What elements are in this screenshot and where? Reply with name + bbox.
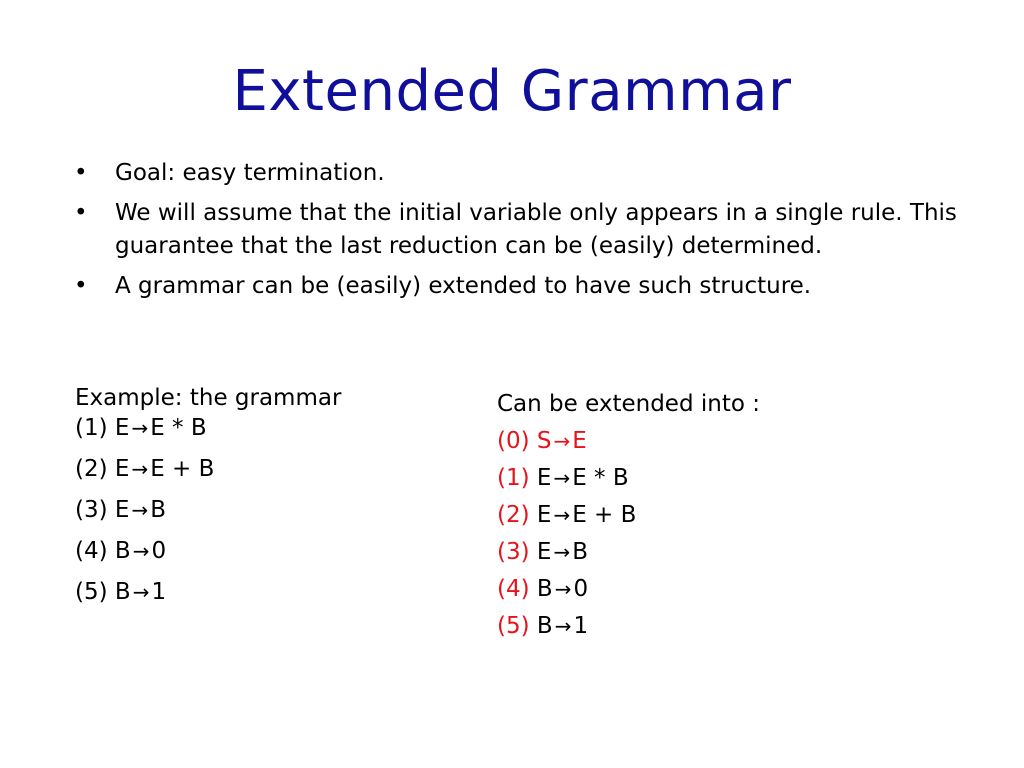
grammar-rule xyxy=(497,571,917,608)
rule-number: (5) xyxy=(497,613,530,639)
arrow-icon: → xyxy=(554,614,572,638)
rule-rhs: E + B xyxy=(150,456,215,482)
arrow-icon: → xyxy=(131,498,149,522)
rule-lhs: E xyxy=(536,502,552,528)
arrow-icon: → xyxy=(131,416,149,440)
rule-number: (1) xyxy=(75,415,108,441)
slide-title: Extended Grammar xyxy=(232,59,792,124)
grammar-rule xyxy=(497,534,917,571)
rule-lhs: B xyxy=(536,613,553,639)
rule-lhs: E xyxy=(536,539,552,565)
rule-rhs: B xyxy=(572,539,588,565)
rule-rhs: E * B xyxy=(572,465,629,491)
arrow-icon: → xyxy=(131,457,149,481)
example-intro: Example: the grammar xyxy=(75,385,342,411)
extended-intro: Can be extended into : xyxy=(497,391,760,417)
rule-number: (4) xyxy=(75,538,108,564)
rule-number: (4) xyxy=(497,576,530,602)
bullet-item xyxy=(72,197,972,263)
rule-number: (3) xyxy=(497,539,530,565)
grammar-rule xyxy=(497,497,917,534)
grammar-rule-new xyxy=(497,423,917,460)
bullet-list xyxy=(72,157,972,310)
rule-rhs: E xyxy=(572,428,587,454)
rule-number: (1) xyxy=(497,465,530,491)
arrow-icon: → xyxy=(132,539,150,563)
rule-lhs: E xyxy=(536,465,552,491)
grammar-rule xyxy=(497,460,917,497)
bullet-text: A grammar can be (easily) extended to have such structure. xyxy=(115,273,812,299)
original-grammar xyxy=(75,383,455,613)
rule-lhs: S xyxy=(536,428,552,454)
arrow-icon: → xyxy=(554,577,572,601)
rule-rhs: 1 xyxy=(151,579,167,605)
rule-number: (5) xyxy=(75,579,108,605)
rule-number: (2) xyxy=(497,502,530,528)
rule-rhs: 0 xyxy=(573,576,589,602)
rule-lhs: E xyxy=(114,415,130,441)
extended-grammar xyxy=(497,387,917,645)
arrow-icon: → xyxy=(553,429,571,453)
rule-rhs: 1 xyxy=(573,613,589,639)
bullet-marker: • xyxy=(74,273,88,299)
bullet-item xyxy=(72,157,972,190)
grammar-rule xyxy=(497,608,917,645)
rule-lhs: E xyxy=(114,456,130,482)
rule-rhs: E * B xyxy=(150,415,207,441)
rule-lhs: B xyxy=(114,538,131,564)
grammar-rule xyxy=(75,531,455,572)
grammar-rule xyxy=(75,490,455,531)
bullet-text: Goal: easy termination. xyxy=(115,160,385,186)
rule-number: (0) xyxy=(497,428,530,454)
arrow-icon: → xyxy=(553,540,571,564)
rule-lhs: B xyxy=(536,576,553,602)
grammar-rule xyxy=(75,449,455,490)
grammar-rule xyxy=(75,572,455,613)
bullet-text: We will assume that the initial variable only appears in a single rule. This guarantee that the last reduction can be (easily) determined. xyxy=(115,200,957,259)
arrow-icon: → xyxy=(553,466,571,490)
grammar-rule xyxy=(75,413,455,443)
rule-rhs: 0 xyxy=(151,538,167,564)
bullet-marker: • xyxy=(74,200,88,226)
rule-lhs: E xyxy=(114,497,130,523)
arrow-icon: → xyxy=(553,503,571,527)
arrow-icon: → xyxy=(132,580,150,604)
rule-rhs: B xyxy=(150,497,166,523)
bullet-marker: • xyxy=(74,160,88,186)
rule-lhs: B xyxy=(114,579,131,605)
rule-number: (2) xyxy=(75,456,108,482)
rule-rhs: E + B xyxy=(572,502,637,528)
rule-number: (3) xyxy=(75,497,108,523)
bullet-item xyxy=(72,270,972,303)
